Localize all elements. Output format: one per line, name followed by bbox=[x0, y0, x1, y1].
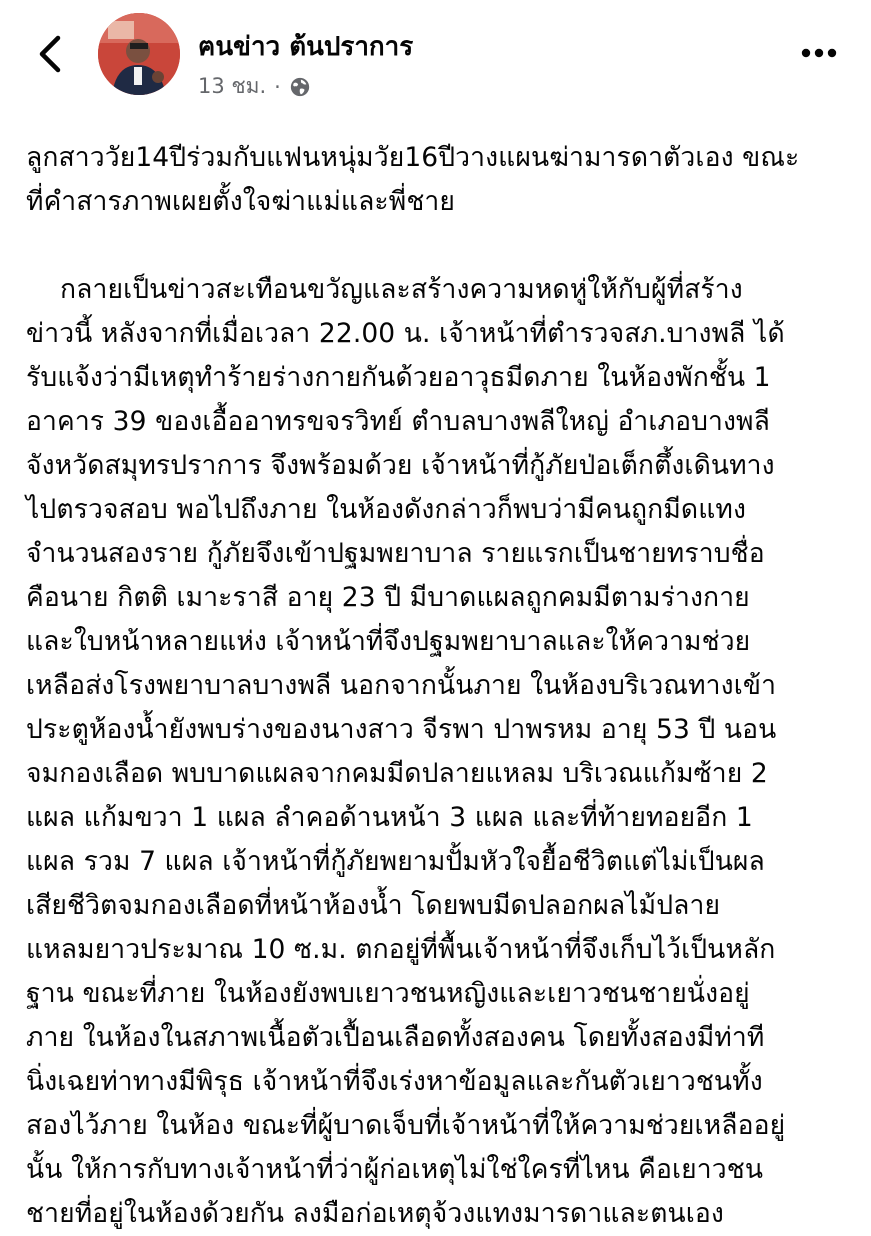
body-line: รับแจ้งว่ามีเหตุทำร้ายร่างกายกันด้วยอาวุธมีดภาย ในห้องพักชั้น 1 bbox=[26, 362, 771, 393]
author-name[interactable]: ฅนข่าว ต้นปราการ bbox=[198, 32, 414, 62]
body-line: ฐาน ขณะที่ภาย ในห้องยังพบเยาวชนหญิงและเยาวชนชายนั่งอยู่ bbox=[26, 978, 750, 1009]
post-timestamp[interactable]: 13 ชม. bbox=[198, 74, 267, 98]
post-meta bbox=[198, 70, 311, 103]
post-text bbox=[26, 136, 856, 1236]
body-line: สองไว้ภาย ในห้อง ขณะที่ผู้บาดเจ็บที่เจ้าหน้าที่ให้ความช่วยเหลืออยู่ bbox=[26, 1110, 786, 1141]
body-line: นั้น ให้การกับทางเจ้าหน้าที่ว่าผู้ก่อเหตุไม่ใช่ใครที่ไหน คือเยาวชน bbox=[26, 1154, 764, 1185]
avatar[interactable] bbox=[98, 13, 180, 95]
body-line: จมกองเลือด พบบาดแผลจากคมมีดปลายแหลม บริเวณแก้มซ้าย 2 bbox=[26, 758, 768, 789]
body-line: จังหวัดสมุทรปราการ จึงพร้อมด้วย เจ้าหน้าที่กู้ภัยป่อเต็กตึ้งเดินทาง bbox=[26, 450, 775, 481]
body-line: เสียชีวิตจมกองเลือดที่หน้าห้องน้ำ โดยพบมีดปลอกผลไม้ปลาย bbox=[26, 890, 721, 921]
chevron-left-icon bbox=[36, 34, 64, 74]
body-line: นิ่งเฉยท่าทางมีพิรุธ เจ้าหน้าที่จึงเร่งหาข้อมูลและกันตัวเยาวชนทั้ง bbox=[26, 1066, 763, 1097]
body-line: ข่าวนี้ หลังจากที่เมื่อเวลา 22.00 น. เจ้าหน้าที่ตำรวจสภ.บางพลี ได้ bbox=[26, 318, 785, 349]
body-line: ชายที่อยู่ในห้องด้วยกัน ลงมือก่อเหตุจ้วงแทงมารดาและตนเอง bbox=[26, 1198, 724, 1229]
body-line: คือนาย กิตติ เมาะราสี อายุ 23 ปี มีบาดแผลถูกคมมีตามร่างกาย bbox=[26, 582, 750, 613]
body-line: อาคาร 39 ของเอื้ออาทรขจรวิทย์ ตำบลบางพลีใหญ่ อำเภอบางพลี bbox=[26, 406, 770, 437]
body-line: กลายเป็นข่าวสะเทือนขวัญและสร้างความหดหู่ให้กับผู้ที่สร้าง bbox=[60, 274, 743, 305]
body-line: จำนวนสองราย กู้ภัยจึงเข้าปฐมพยาบาล รายแรกเป็นชายทราบชื่อ bbox=[26, 538, 765, 569]
globe-icon bbox=[289, 76, 311, 98]
body-line: แผล แก้มขวา 1 แผล ลำคอด้านหน้า 3 แผล และที่ท้ายทอยอีก 1 bbox=[26, 802, 753, 833]
body-line: และใบหน้าหลายแห่ง เจ้าหน้าที่จึงปฐมพยาบาลและให้ความช่วย bbox=[26, 626, 751, 657]
avatar-photo bbox=[98, 13, 180, 95]
body-line: ประตูห้องน้ำยังพบร่างของนางสาว จีรพา ปาพรหม อายุ 53 ปี นอน bbox=[26, 714, 777, 745]
body-line: แหลมยาวประมาณ 10 ซ.ม. ตกอยู่ที่พื้นเจ้าหน้าที่จึงเก็บไว้เป็นหลัก bbox=[26, 934, 776, 965]
meta-separator: · bbox=[274, 74, 281, 99]
post-header bbox=[0, 0, 871, 110]
more-horizontal-icon bbox=[801, 48, 837, 58]
more-options-button[interactable] bbox=[797, 38, 841, 68]
back-button[interactable] bbox=[28, 32, 72, 76]
body-line: แผล รวม 7 แผล เจ้าหน้าที่กู้ภัยพยามปั้มหัวใจยื้อชีวิตแต่ไม่เป็นผล bbox=[26, 846, 765, 877]
headline-line: ลูกสาววัย14ปีร่วมกับแฟนหนุ่มวัย16ปีวางแผนฆ่ามารดาตัวเอง ขณะ bbox=[26, 142, 800, 173]
paragraph-gap bbox=[26, 224, 856, 268]
headline-line: ที่คำสารภาพเผยตั้งใจฆ่าแม่และพี่ชาย bbox=[26, 186, 456, 217]
body-line: เหลือส่งโรงพยาบาลบางพลี นอกจากนั้นภาย ในห้องบริเวณทางเข้า bbox=[26, 670, 777, 701]
body-line: ภาย ในห้องในสภาพเนื้อตัวเปื้อนเลือดทั้งสองคน โดยทั้งสองมีท่าที bbox=[26, 1022, 765, 1053]
body-line: ไปตรวจสอบ พอไปถึงภาย ในห้องดังกล่าวก็พบว่ามีคนถูกมีดแทง bbox=[26, 494, 746, 525]
